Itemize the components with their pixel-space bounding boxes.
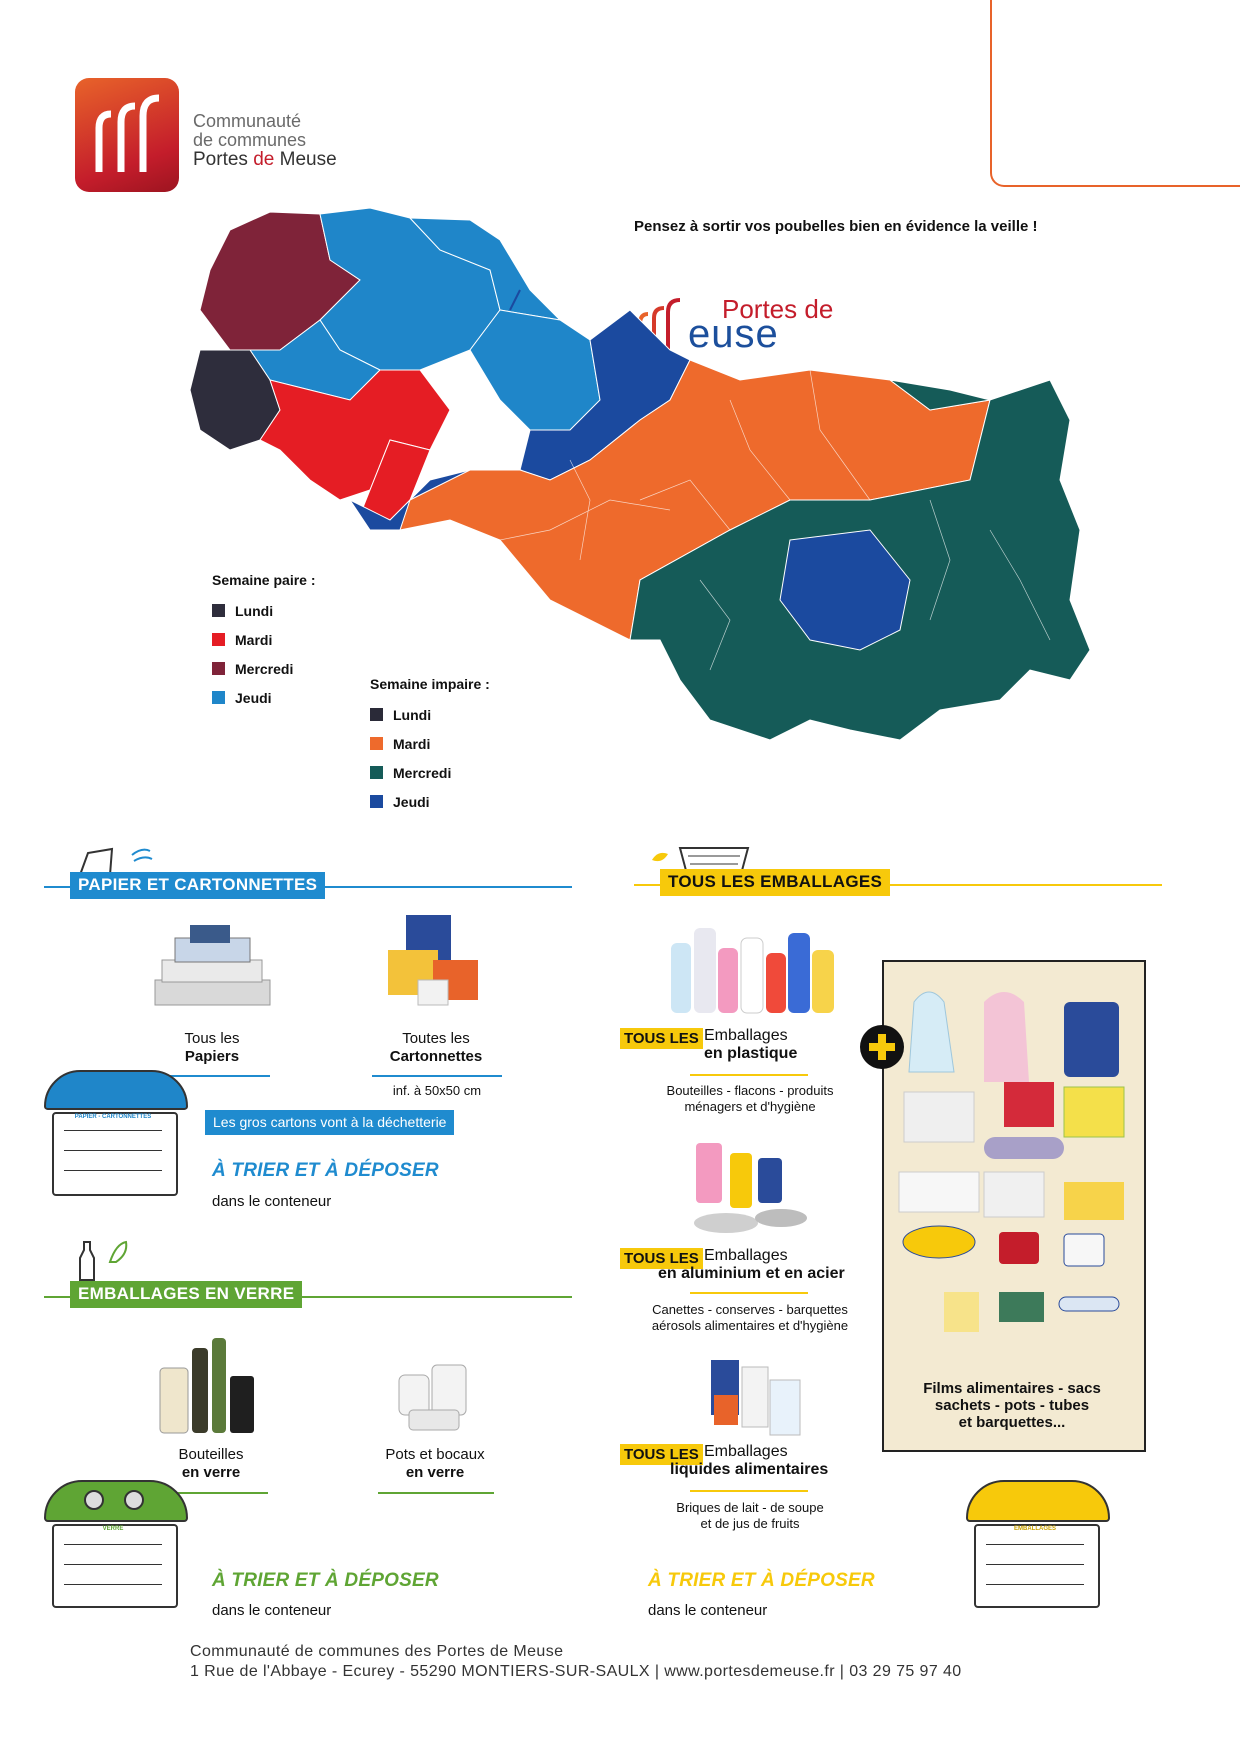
- logo-line1: Communauté: [193, 111, 302, 131]
- glass-dans: dans le conteneur: [212, 1602, 332, 1619]
- glass-bin-label: VERRE: [102, 1526, 124, 1532]
- alu-tag: TOUS LES: [620, 1248, 703, 1269]
- glass-bin: [44, 1480, 184, 1610]
- plus-icon: [860, 1025, 904, 1069]
- tagline: Pensez à sortir vos poubelles bien en évidence la veille !: [634, 218, 1038, 235]
- collection-map: [170, 200, 1090, 840]
- liq-title: Emballages liquides alimentaires: [670, 1443, 829, 1478]
- packaging-bin: [966, 1480, 1106, 1610]
- bouteilles-caption: Bouteilles en verre: [178, 1446, 244, 1481]
- swatch-icon: [370, 766, 383, 779]
- films-caption: Films alimentaires - sacs sachets - pots - tubes et barquettes...: [923, 1380, 1101, 1431]
- cartonnettes-caption: Toutes les Cartonnettes: [389, 1030, 483, 1065]
- pots-underline: [378, 1492, 494, 1494]
- logo-line3: Portes de Meuse: [193, 149, 337, 170]
- alu-desc: Canettes - conserves - barquettes aérosols alimentaires et d'hygiène: [651, 1302, 849, 1333]
- plastique-tag: TOUS LES: [620, 1028, 703, 1049]
- papiers-caption: Tous les Papiers: [184, 1030, 240, 1065]
- plastic-bottles-image: [666, 918, 841, 1018]
- legend-impaire-mercredi: Mercredi: [370, 758, 490, 787]
- ccpm-logo-text: [193, 112, 337, 169]
- liq-underline: [690, 1490, 808, 1492]
- paper-bin: [44, 1070, 184, 1200]
- legend-impaire-lundi: Lundi: [370, 700, 490, 729]
- corner-decoration: [990, 0, 1240, 187]
- glass-trier: À TRIER ET À DÉPOSER: [212, 1570, 439, 1591]
- plastique-desc: Bouteilles - flacons - produits ménagers et d'hygiène: [666, 1083, 834, 1114]
- ccpm-logo-mark-icon: [75, 78, 179, 192]
- packaging-bin-label: EMBALLAGES: [1014, 1526, 1056, 1532]
- glass-jars-image: [394, 1360, 474, 1435]
- alu-title: Emballages en aluminium et en acier: [658, 1247, 845, 1282]
- liquid-cartons-image: [706, 1355, 806, 1445]
- legend-paire-lundi: Lundi: [212, 596, 316, 625]
- plastique-title: Emballages en plastique: [704, 1027, 798, 1062]
- alu-underline: [690, 1292, 808, 1294]
- ccpm-logo: [75, 78, 179, 192]
- paper-trier: À TRIER ET À DÉPOSER: [212, 1160, 439, 1181]
- pm-logo-portes: Portes de: [722, 294, 834, 324]
- paper-section-title: PAPIER ET CARTONNETTES: [70, 872, 325, 899]
- swatch-icon: [212, 633, 225, 646]
- legend-impaire-mardi: Mardi: [370, 729, 490, 758]
- swatch-icon: [370, 708, 383, 721]
- pots-caption: Pots et bocaux en verre: [385, 1446, 485, 1481]
- glass-section-title: EMBALLAGES EN VERRE: [70, 1281, 302, 1308]
- legend-paire: [212, 572, 316, 712]
- cartons-banner: Les gros cartons vont à la déchetterie: [205, 1110, 454, 1135]
- swatch-icon: [370, 737, 383, 750]
- legend-paire-mercredi: Mercredi: [212, 654, 316, 683]
- size-note: inf. à 50x50 cm: [392, 1083, 482, 1098]
- legend-impaire: [370, 676, 490, 816]
- map-zone-center: [470, 310, 600, 430]
- films-box: [882, 960, 1146, 1452]
- newspapers-image: [150, 920, 275, 1010]
- swatch-icon: [212, 604, 225, 617]
- legend-impaire-jeudi: Jeudi: [370, 787, 490, 816]
- glass-section-icon: [70, 1240, 140, 1287]
- swatch-icon: [370, 795, 383, 808]
- footer: [190, 1642, 962, 1682]
- cartonnettes-underline: [372, 1075, 502, 1077]
- footer-line2: 1 Rue de l'Abbaye - Ecurey - 55290 MONTIERS-SUR-SAULX | www.portesdemeuse.fr | 03 29 75 97 40: [190, 1663, 962, 1680]
- liq-tag: TOUS LES: [620, 1444, 703, 1465]
- paper-dans: dans le conteneur: [212, 1193, 332, 1210]
- glass-bottles-image: [150, 1328, 260, 1438]
- metal-cans-image: [686, 1138, 816, 1238]
- legend-paire-jeudi: Jeudi: [212, 683, 316, 712]
- legend-paire-mardi: Mardi: [212, 625, 316, 654]
- legend-impaire-title: Semaine impaire :: [370, 676, 490, 692]
- pm-logo-euse: euse: [688, 312, 779, 356]
- swatch-icon: [212, 662, 225, 675]
- packaging-dans: dans le conteneur: [648, 1602, 768, 1619]
- footer-line1: Communauté de communes des Portes de Meuse: [190, 1643, 564, 1660]
- films-items-image: [884, 962, 1144, 1362]
- paper-bin-label: PAPIER - CARTONNETTES: [74, 1114, 152, 1120]
- logo-line2: de communes: [193, 130, 307, 150]
- swatch-icon: [212, 691, 225, 704]
- legend-paire-title: Semaine paire :: [212, 572, 316, 588]
- packaging-section-title: TOUS LES EMBALLAGES: [660, 869, 890, 896]
- cartons-image: [378, 910, 488, 1010]
- packaging-trier: À TRIER ET À DÉPOSER: [648, 1570, 875, 1591]
- plastique-underline: [690, 1074, 808, 1076]
- liq-desc: Briques de lait - de soupe et de jus de fruits: [676, 1500, 824, 1531]
